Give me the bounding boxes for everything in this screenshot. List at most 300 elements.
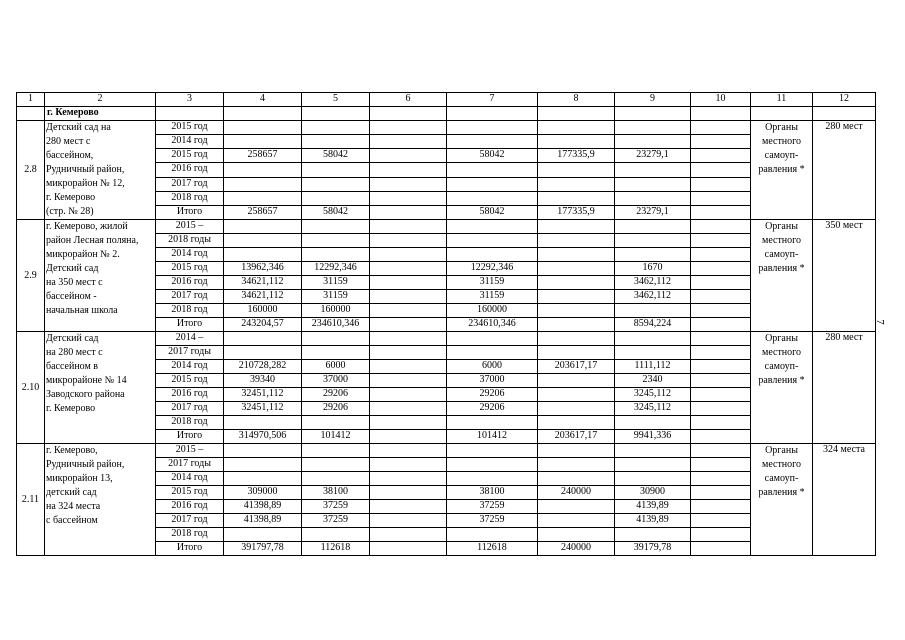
- responsible-org-line: самоуп-: [764, 150, 799, 161]
- value-cell: [447, 346, 538, 360]
- value-cell: [447, 163, 538, 177]
- value-cell: [447, 416, 538, 430]
- value-cell: 6000: [302, 360, 370, 374]
- column-number: 6: [370, 93, 447, 107]
- object-name: [45, 444, 156, 556]
- value-cell: 32451,112: [224, 388, 302, 402]
- responsible-org-line: равления *: [758, 164, 805, 175]
- responsible-org-line: местного: [761, 347, 802, 358]
- value-cell: 58042: [447, 205, 538, 219]
- value-cell: 31159: [302, 290, 370, 304]
- value-cell: [370, 318, 447, 332]
- responsible-org-line: Органы: [765, 221, 798, 232]
- value-cell: [538, 500, 615, 514]
- value-cell: [370, 234, 447, 248]
- program-table: [16, 92, 876, 556]
- object-name-line: детский сад: [46, 487, 97, 498]
- city-row: [17, 107, 876, 121]
- value-cell: 258657: [224, 149, 302, 163]
- value-cell: [615, 191, 691, 205]
- value-cell: 101412: [447, 430, 538, 444]
- column-number: 10: [691, 93, 751, 107]
- value-cell: [302, 135, 370, 149]
- value-cell: 234610,346: [447, 318, 538, 332]
- value-cell: 8594,224: [615, 318, 691, 332]
- value-cell: [370, 220, 447, 234]
- value-cell: [302, 346, 370, 360]
- period-cell: 2017 год: [156, 290, 224, 304]
- object-name: [45, 220, 156, 332]
- value-cell: [538, 374, 615, 388]
- responsible-org-line: равления *: [758, 375, 805, 386]
- value-cell: 210728,282: [224, 360, 302, 374]
- value-cell: 258657: [224, 205, 302, 219]
- object-name-line: Детский сад: [46, 263, 99, 274]
- empty-cell: [691, 346, 751, 360]
- period-cell: 2015 год: [156, 149, 224, 163]
- value-cell: [615, 472, 691, 486]
- responsible-org: [751, 121, 813, 220]
- empty-cell: [691, 542, 751, 556]
- object-name: [45, 332, 156, 444]
- empty-cell: [691, 107, 751, 121]
- value-cell: [538, 402, 615, 416]
- object-name-line: г. Кемерово,: [46, 445, 98, 456]
- column-number: 1: [17, 93, 45, 107]
- value-cell: [615, 220, 691, 234]
- value-cell: [447, 332, 538, 346]
- value-cell: [224, 177, 302, 191]
- value-cell: [370, 486, 447, 500]
- value-cell: 4139,89: [615, 514, 691, 528]
- period-cell: 2016 год: [156, 500, 224, 514]
- value-cell: [370, 360, 447, 374]
- value-cell: [370, 290, 447, 304]
- value-cell: 309000: [224, 486, 302, 500]
- value-cell: 34621,112: [224, 276, 302, 290]
- value-cell: 31159: [302, 276, 370, 290]
- page-number: 7: [873, 319, 886, 325]
- value-cell: [447, 191, 538, 205]
- value-cell: 12292,346: [302, 262, 370, 276]
- empty-cell: [615, 107, 691, 121]
- value-cell: [370, 416, 447, 430]
- value-cell: [447, 458, 538, 472]
- object-name-line: на 324 места: [46, 501, 101, 512]
- value-cell: 38100: [302, 486, 370, 500]
- responsible-org-line: Органы: [765, 333, 798, 344]
- empty-cell: [691, 500, 751, 514]
- value-cell: [615, 163, 691, 177]
- city-name: г. Кемерово: [45, 107, 156, 121]
- value-cell: [615, 121, 691, 135]
- column-number: 4: [224, 93, 302, 107]
- value-cell: 112618: [447, 542, 538, 556]
- value-cell: 2340: [615, 374, 691, 388]
- value-cell: [370, 346, 447, 360]
- object-name-line: Детский сад: [46, 333, 99, 344]
- object-name-line: район Лесная поляна,: [46, 235, 139, 246]
- value-cell: [538, 248, 615, 262]
- value-cell: 3245,112: [615, 388, 691, 402]
- value-cell: 39340: [224, 374, 302, 388]
- value-cell: 37000: [447, 374, 538, 388]
- value-cell: [538, 234, 615, 248]
- value-cell: 41398,89: [224, 500, 302, 514]
- period-cell: 2018 год: [156, 304, 224, 318]
- period-cell: 2014 год: [156, 135, 224, 149]
- value-cell: [538, 177, 615, 191]
- table-row: [17, 220, 876, 234]
- value-cell: 29206: [302, 402, 370, 416]
- empty-cell: [751, 107, 813, 121]
- value-cell: [370, 528, 447, 542]
- value-cell: 34621,112: [224, 290, 302, 304]
- empty-cell: [691, 472, 751, 486]
- value-cell: 37259: [302, 514, 370, 528]
- value-cell: 3245,112: [615, 402, 691, 416]
- value-cell: [302, 234, 370, 248]
- value-cell: 112618: [302, 542, 370, 556]
- capacity: 350 мест: [813, 220, 876, 332]
- period-cell: 2015 год: [156, 262, 224, 276]
- value-cell: [224, 121, 302, 135]
- empty-cell: [691, 290, 751, 304]
- column-number: 11: [751, 93, 813, 107]
- value-cell: 240000: [538, 542, 615, 556]
- period-cell: Итого: [156, 542, 224, 556]
- capacity: 324 места: [813, 444, 876, 556]
- period-cell: Итого: [156, 205, 224, 219]
- value-cell: [302, 191, 370, 205]
- value-cell: [224, 458, 302, 472]
- value-cell: [538, 220, 615, 234]
- value-cell: [370, 472, 447, 486]
- responsible-org-line: Органы: [765, 445, 798, 456]
- value-cell: [370, 191, 447, 205]
- period-cell: 2018 год: [156, 191, 224, 205]
- value-cell: [615, 528, 691, 542]
- value-cell: 1670: [615, 262, 691, 276]
- empty-cell: [302, 107, 370, 121]
- responsible-org-line: равления *: [758, 263, 805, 274]
- value-cell: [224, 191, 302, 205]
- value-cell: 391797,78: [224, 542, 302, 556]
- value-cell: 234610,346: [302, 318, 370, 332]
- period-cell: 2015 год: [156, 486, 224, 500]
- value-cell: [538, 444, 615, 458]
- object-name-line: Детский сад на: [46, 122, 111, 133]
- value-cell: [615, 346, 691, 360]
- value-cell: 240000: [538, 486, 615, 500]
- value-cell: [447, 121, 538, 135]
- item-number: 2.11: [17, 444, 45, 556]
- period-cell: 2014 год: [156, 360, 224, 374]
- value-cell: [302, 332, 370, 346]
- value-cell: [447, 444, 538, 458]
- value-cell: 101412: [302, 430, 370, 444]
- value-cell: 9941,336: [615, 430, 691, 444]
- empty-cell: [691, 177, 751, 191]
- responsible-org-line: Органы: [765, 122, 798, 133]
- responsible-org-line: местного: [761, 136, 802, 147]
- period-cell: 2018 год: [156, 528, 224, 542]
- responsible-org: [751, 332, 813, 444]
- empty-cell: [691, 402, 751, 416]
- empty-cell: [691, 388, 751, 402]
- empty-cell: [538, 107, 615, 121]
- value-cell: [302, 458, 370, 472]
- value-cell: [370, 276, 447, 290]
- value-cell: [370, 374, 447, 388]
- value-cell: [370, 500, 447, 514]
- value-cell: [224, 234, 302, 248]
- object-name-line: начальная школа: [46, 305, 118, 316]
- object-name-line: с бассейном: [46, 515, 98, 526]
- value-cell: 37259: [302, 500, 370, 514]
- value-cell: [302, 248, 370, 262]
- empty-cell: [691, 360, 751, 374]
- value-cell: [615, 177, 691, 191]
- value-cell: [302, 163, 370, 177]
- value-cell: [538, 276, 615, 290]
- value-cell: [538, 458, 615, 472]
- value-cell: [615, 444, 691, 458]
- empty-cell: [813, 107, 876, 121]
- value-cell: 31159: [447, 276, 538, 290]
- value-cell: [370, 514, 447, 528]
- object-name-line: Рудничный район,: [46, 459, 125, 470]
- period-cell: Итого: [156, 430, 224, 444]
- column-number: 2: [45, 93, 156, 107]
- value-cell: [538, 121, 615, 135]
- value-cell: [538, 416, 615, 430]
- responsible-org: [751, 220, 813, 332]
- value-cell: 160000: [447, 304, 538, 318]
- value-cell: [224, 416, 302, 430]
- value-cell: [538, 472, 615, 486]
- object-name-line: (стр. № 28): [46, 206, 94, 217]
- column-number-row: [17, 93, 876, 107]
- value-cell: 37259: [447, 500, 538, 514]
- responsible-org-line: местного: [761, 459, 802, 470]
- value-cell: [538, 318, 615, 332]
- value-cell: [538, 135, 615, 149]
- value-cell: [447, 528, 538, 542]
- period-cell: 2015 год: [156, 121, 224, 135]
- object-name-line: микрорайоне № 14: [46, 375, 127, 386]
- responsible-org-line: самоуп-: [764, 473, 799, 484]
- period-cell: 2014 год: [156, 248, 224, 262]
- value-cell: 23279,1: [615, 205, 691, 219]
- value-cell: 160000: [302, 304, 370, 318]
- empty-cell: [691, 220, 751, 234]
- value-cell: 203617,17: [538, 430, 615, 444]
- column-number: 5: [302, 93, 370, 107]
- empty-cell: [370, 107, 447, 121]
- value-cell: [224, 135, 302, 149]
- value-cell: [447, 472, 538, 486]
- value-cell: [302, 416, 370, 430]
- value-cell: [538, 388, 615, 402]
- value-cell: [370, 149, 447, 163]
- object-name-line: Рудничный район,: [46, 164, 125, 175]
- responsible-org-line: местного: [761, 235, 802, 246]
- empty-cell: [156, 107, 224, 121]
- value-cell: [370, 332, 447, 346]
- empty-cell: [691, 430, 751, 444]
- capacity: 280 мест: [813, 332, 876, 444]
- value-cell: [370, 402, 447, 416]
- empty-cell: [691, 163, 751, 177]
- value-cell: 177335,9: [538, 149, 615, 163]
- empty-cell: [447, 107, 538, 121]
- value-cell: 13962,346: [224, 262, 302, 276]
- value-cell: 37259: [447, 514, 538, 528]
- period-cell: Итого: [156, 318, 224, 332]
- empty-cell: [691, 318, 751, 332]
- value-cell: [538, 290, 615, 304]
- empty-cell: [691, 458, 751, 472]
- column-number: 7: [447, 93, 538, 107]
- value-cell: 39179,78: [615, 542, 691, 556]
- value-cell: 12292,346: [447, 262, 538, 276]
- value-cell: 314970,506: [224, 430, 302, 444]
- value-cell: [370, 542, 447, 556]
- value-cell: [447, 234, 538, 248]
- value-cell: [447, 135, 538, 149]
- empty-cell: [691, 276, 751, 290]
- value-cell: [615, 416, 691, 430]
- value-cell: [370, 458, 447, 472]
- value-cell: [370, 262, 447, 276]
- empty-cell: [691, 528, 751, 542]
- value-cell: [447, 220, 538, 234]
- value-cell: [302, 472, 370, 486]
- value-cell: [370, 388, 447, 402]
- value-cell: 31159: [447, 290, 538, 304]
- value-cell: 3462,112: [615, 276, 691, 290]
- value-cell: [538, 163, 615, 177]
- value-cell: [370, 430, 447, 444]
- column-number: 3: [156, 93, 224, 107]
- table-row: [17, 444, 876, 458]
- value-cell: [615, 304, 691, 318]
- capacity: 280 мест: [813, 121, 876, 220]
- empty-cell: [691, 416, 751, 430]
- object-name-line: бассейном в: [46, 361, 99, 372]
- empty-cell: [691, 121, 751, 135]
- column-number: 12: [813, 93, 876, 107]
- object-name-line: микрорайон № 2.: [46, 249, 120, 260]
- value-cell: [538, 304, 615, 318]
- value-cell: [370, 444, 447, 458]
- value-cell: [224, 528, 302, 542]
- value-cell: 37000: [302, 374, 370, 388]
- value-cell: [538, 514, 615, 528]
- table-row: [17, 332, 876, 346]
- item-number: 2.10: [17, 332, 45, 444]
- period-cell: 2015 –: [156, 220, 224, 234]
- value-cell: [447, 177, 538, 191]
- empty-cell: [691, 374, 751, 388]
- value-cell: [538, 191, 615, 205]
- empty-cell: [691, 248, 751, 262]
- value-cell: 3462,112: [615, 290, 691, 304]
- value-cell: 58042: [302, 149, 370, 163]
- object-name-line: г. Кемерово: [46, 403, 96, 414]
- table-row: [17, 121, 876, 135]
- value-cell: 4139,89: [615, 500, 691, 514]
- value-cell: [224, 220, 302, 234]
- value-cell: 23279,1: [615, 149, 691, 163]
- column-number: 9: [615, 93, 691, 107]
- value-cell: [370, 248, 447, 262]
- period-cell: 2017 год: [156, 177, 224, 191]
- object-name-line: бассейном -: [46, 291, 97, 302]
- value-cell: 29206: [447, 402, 538, 416]
- period-cell: 2014 –: [156, 332, 224, 346]
- object-name-line: микрорайон 13,: [46, 473, 113, 484]
- value-cell: [615, 458, 691, 472]
- object-name-line: на 280 мест с: [46, 347, 103, 358]
- value-cell: 177335,9: [538, 205, 615, 219]
- responsible-org-line: самоуп-: [764, 361, 799, 372]
- value-cell: [224, 346, 302, 360]
- object-name-line: г. Кемерово, жилой: [46, 221, 128, 232]
- object-name-line: микрорайон № 12,: [46, 178, 125, 189]
- value-cell: [370, 163, 447, 177]
- value-cell: [370, 205, 447, 219]
- value-cell: [302, 444, 370, 458]
- period-cell: 2015 год: [156, 374, 224, 388]
- value-cell: 41398,89: [224, 514, 302, 528]
- value-cell: 58042: [447, 149, 538, 163]
- value-cell: 30900: [615, 486, 691, 500]
- period-cell: 2017 годы: [156, 346, 224, 360]
- value-cell: [370, 135, 447, 149]
- value-cell: 58042: [302, 205, 370, 219]
- object-name-line: г. Кемерово: [46, 192, 96, 203]
- period-cell: 2016 год: [156, 388, 224, 402]
- period-cell: 2016 год: [156, 163, 224, 177]
- object-name-line: Заводского района: [46, 389, 125, 400]
- period-cell: 2014 год: [156, 472, 224, 486]
- value-cell: 29206: [447, 388, 538, 402]
- value-cell: [224, 248, 302, 262]
- empty-cell: [691, 486, 751, 500]
- value-cell: [224, 163, 302, 177]
- empty-cell: [691, 332, 751, 346]
- value-cell: [538, 262, 615, 276]
- value-cell: 6000: [447, 360, 538, 374]
- item-number: 2.8: [17, 121, 45, 220]
- value-cell: [370, 304, 447, 318]
- empty-cell: [691, 234, 751, 248]
- value-cell: [302, 528, 370, 542]
- period-cell: 2017 годы: [156, 458, 224, 472]
- value-cell: [538, 332, 615, 346]
- table-body: [17, 93, 876, 556]
- period-cell: 2016 год: [156, 276, 224, 290]
- object-name-line: 280 мест с: [46, 136, 91, 147]
- period-cell: 2015 –: [156, 444, 224, 458]
- value-cell: 38100: [447, 486, 538, 500]
- responsible-org-line: равления *: [758, 487, 805, 498]
- value-cell: [615, 234, 691, 248]
- responsible-org: [751, 444, 813, 556]
- period-cell: 2017 год: [156, 514, 224, 528]
